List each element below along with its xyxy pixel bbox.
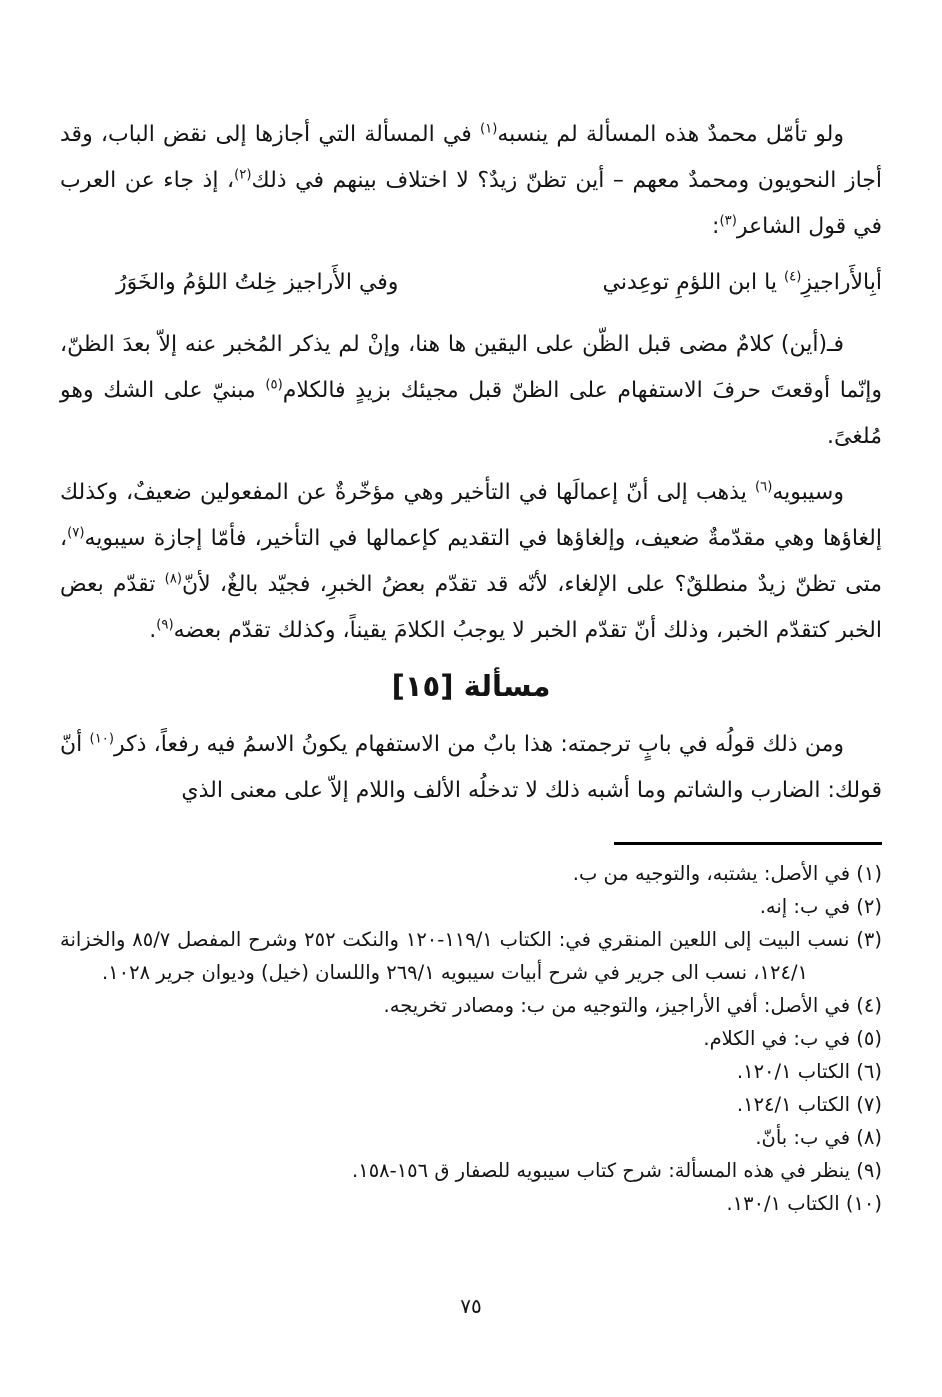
footnotes-section [60,857,882,1220]
footnote-8: (٨) في ب: بأنّ. [755,1126,882,1149]
paragraph-3: وسيبويه$^{(٦)}$ يذهب إلى أنّ إعمالَها في التأخير وهي مؤخّرةٌ عن المفعولين ضعيفٌ، وكذلك إلغاؤها وهي مقدّمةٌ ضعيف، وإلغاؤها في التقديم كإعمالها في التأخير، فأمّا إجازة سيبويه$^{(٧)}$، متى تظنّ زيدٌ منطلقٌ؟ على الإلغاء، لأنّه قد تقدّم بعضُ الخبرِ، فجيّد بالغٌ، لأنّ$^{(٨)}$ تقدّم بعض الخبر كتقدّم الخبر، وذلك أنّ تقدّم الخبر لا يوجبُ الكلامَ يقيناً، وكذلك تقدّم بعضه$^{(٩)}$. [60,479,882,643]
section-heading: مسألة [١٥] [391,669,551,703]
footnote-3: (٣) نسب البيت إلى اللعين المنقري في: الكتاب ١١٩/١-١٢٠ والنكت ٢٥٢ وشرح المفصل ٨٥/٧ والخزانة ١٢٤/١، نسب الى جرير في شرح أبيات سيبويه ٢٦٩/١ واللسان (خيل) وديوان جرير ١٠٢٨. [60,928,882,984]
footnote-1: (١) في الأصل: يشتبه، والتوجيه من ب. [572,862,882,885]
footnote-4: (٤) في الأصل: أفي الأراجيز، والتوجيه من ب: ومصادر تخريجه. [383,994,882,1017]
main-text-column [60,112,882,1220]
footnote-7: (٧) الكتاب ١٢٤/١. [736,1093,882,1116]
footnote-6: (٦) الكتاب ١٢٠/١. [736,1060,882,1083]
footnote-9: (٩) ينظر في هذه المسألة: شرح كتاب سيبويه للصفار ق ١٥٦-١٥٨. [352,1159,882,1182]
paragraph-4: ومن ذلك قولُه في بابٍ ترجمته: هذا بابٌ من الاستفهام يكونُ الاسمُ فيه رفعاً، ذكر$^{(١٠)}$ أنّ قولك: الضارب والشاتم وما أشبه ذلك لا تدخلُه الألف واللام إلاّ على معنى الذي [60,731,882,803]
footnote-2: (٢) في ب: إنه. [759,895,882,918]
footnote-separator [614,842,882,845]
paragraph-2: فـ(أين) كلامٌ مضى قبل الظّن على اليقين ها هنا، وإنْ لم يذكر المُخبر عنه إلاّ بعدَ الظنّ، وإنّما أوقعتَ حرفَ الاستفهام على الظنّ قبل مجيئك بزيدٍ فالكلام$^{(٥)}$ مبنيّ على الشك وهو مُلغىً. [60,332,882,449]
paragraph-1: ولو تأمّل محمدٌ هذه المسألة لم ينسبه$^{(١)}$ في المسألة التي أجازها إلى نقض الباب، وقد أجاز النحويون ومحمدٌ معهم – أين تظنّ زيدٌ؟ لا اختلاف بينهم في ذلك$^{(٢)}$، إذ جاء عن العرب في قول الشاعر$^{(٣)}$: [60,121,882,239]
footnote-5: (٥) في ب: في الكلام. [703,1027,882,1050]
verse-first-hemistich: أبِالأَراجيزِ$^{(٤)}$ يا ابن اللؤمِ توعِدني [602,269,882,295]
verse-second-hemistich: وفي الأَراجيز خِلتُ اللؤمُ والخَوَرُ [116,270,399,295]
verse-couplet [60,260,882,306]
page-number: ٧٥ [460,1294,482,1318]
footnote-10: (١٠) الكتاب ١٣٠/١. [726,1192,882,1215]
